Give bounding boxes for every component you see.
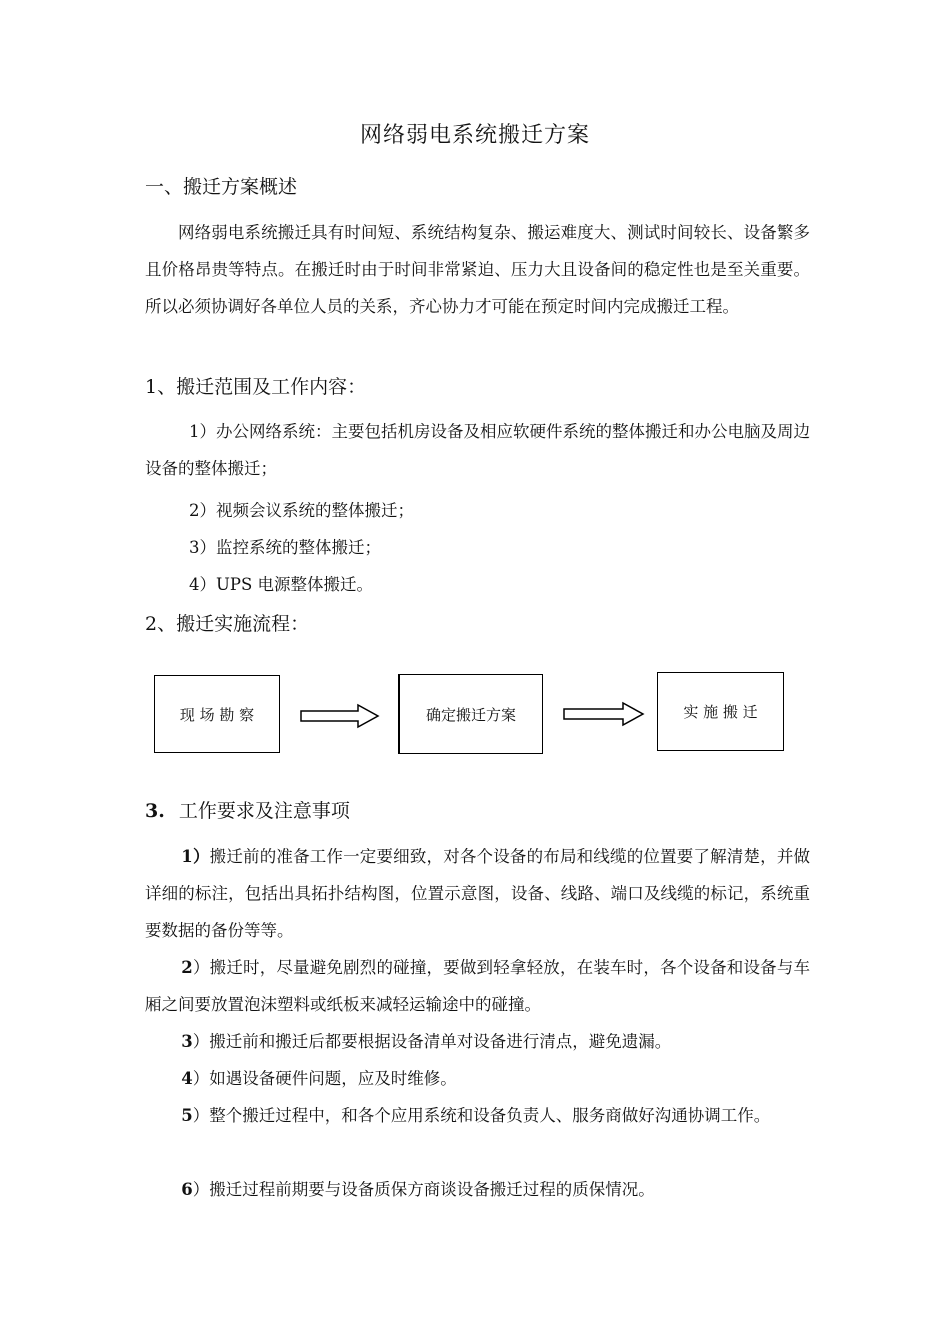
requirement-text-6: ）搬迁过程前期要与设备质保方商谈设备搬迁过程的质保情况。 [192,1180,655,1199]
requirement-item-4 [145,1060,810,1097]
requirement-item-5 [145,1097,810,1134]
scope-item-2: 2）视频会议系统的整体搬迁； [189,501,414,520]
section-heading-overview: 一、搬迁方案概述 [145,176,298,198]
flow-step-plan: 确定搬迁方案 [398,674,543,754]
requirement-item-2 [145,949,810,1023]
requirements-heading [145,796,350,823]
requirement-number-1: 1） [181,847,210,866]
requirement-number-3: 3 [181,1032,193,1051]
requirement-item-1 [145,838,810,949]
flow-step-implement: 实 施 搬 迁 [657,672,784,751]
requirement-number-5: 5 [181,1106,193,1125]
scope-heading: 1、搬迁范围及工作内容： [145,376,367,398]
scope-item-1: 1）办公网络系统：主要包括机房设备及相应软硬件系统的整体搬迁和办公电脑及周边设备的整体搬迁； [145,422,810,478]
scope-item-4: 4）UPS 电源整体搬迁。 [189,575,374,594]
requirement-number-2: 2 [181,958,193,977]
requirement-text-3: ）搬迁前和搬迁后都要根据设备清单对设备进行清点，避免遗漏。 [192,1032,672,1051]
flow-arrow-2 [563,701,645,727]
requirement-text-5: ）整个搬迁过程中，和各个应用系统和设备负责人、服务商做好沟通协调工作。 [192,1106,771,1125]
overview-paragraph: 网络弱电系统搬迁具有时间短、系统结构复杂、搬运难度大、测试时间较长、设备繁多且价格昂贵等特点。在搬迁时由于时间非常紧迫、压力大且设备间的稳定性也是至关重要。所以必须协调好各单位人员的关系，齐心协力才可能在预定时间内完成搬迁工程。 [145,223,810,316]
flow-heading: 2、搬迁实施流程： [145,613,310,635]
requirements-heading-number: 3. [145,800,165,822]
requirement-text-4: ）如遇设备硬件问题，应及时维修。 [192,1069,457,1088]
requirements-heading-text: 工作要求及注意事项 [178,800,350,822]
requirement-number-4: 4 [181,1069,193,1088]
requirement-text-2: ）搬迁时，尽量避免剧烈的碰撞，要做到轻拿轻放，在装车时，各个设备和设备与车厢之间要放置泡沫塑料或纸板来减轻运输途中的碰撞。 [145,958,810,1014]
requirement-number-6: 6 [181,1180,193,1199]
requirement-item-3 [145,1023,810,1060]
document-title: 网络弱电系统搬迁方案 [359,123,590,148]
requirement-item-6 [145,1171,810,1208]
flow-step-survey: 现 场 勘 察 [154,675,280,753]
requirement-text-1: 搬迁前的准备工作一定要细致，对各个设备的布局和线缆的位置要了解清楚，并做详细的标注，包括出具拓扑结构图，位置示意图，设备、线路、端口及线缆的标记，系统重要数据的备份等等。 [145,847,811,940]
scope-item-3: 3）监控系统的整体搬迁； [189,538,381,557]
flow-arrow-1 [300,703,380,729]
